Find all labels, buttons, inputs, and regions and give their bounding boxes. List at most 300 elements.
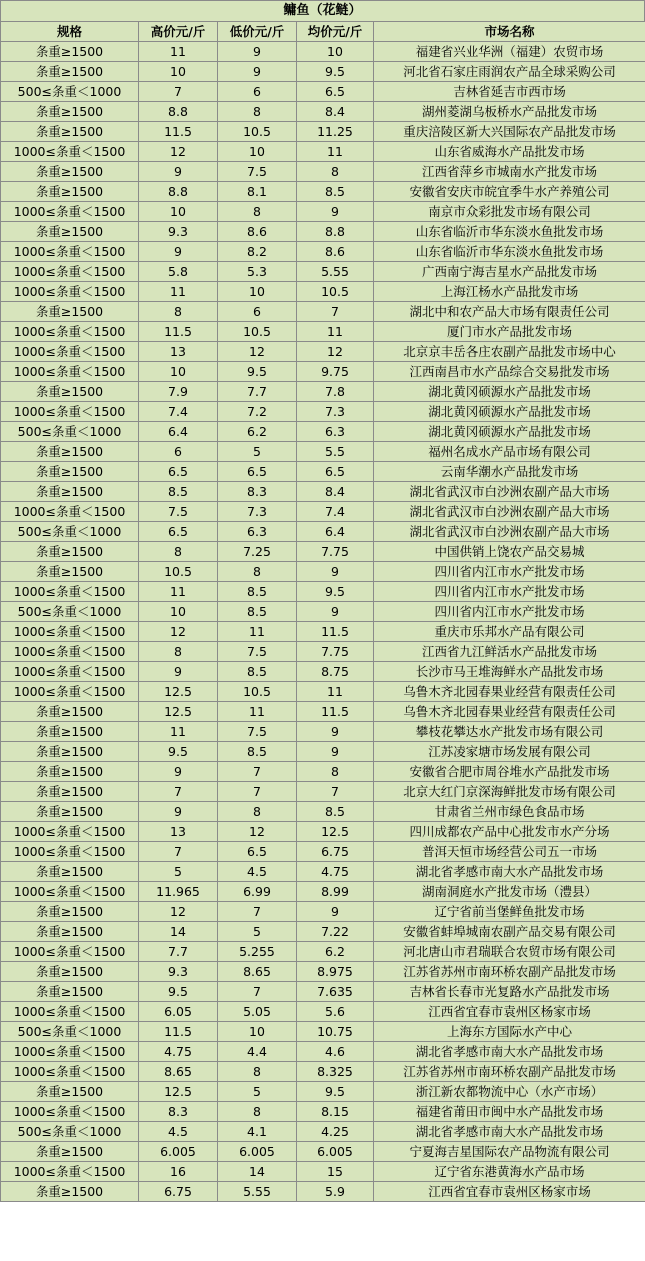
table-row [1, 402, 645, 422]
high-price-cell: 7.5 [139, 502, 218, 522]
table-row [1, 822, 645, 842]
spec-cell: 条重≥1500 [1, 42, 139, 62]
spec-cell: 500≤条重＜1000 [1, 602, 139, 622]
market-name-cell: 四川省内江市水产批发市场 [374, 602, 645, 622]
high-price-cell: 11.5 [139, 322, 218, 342]
high-price-cell: 6.005 [139, 1142, 218, 1162]
high-price-cell: 6.5 [139, 462, 218, 482]
spec-cell: 1000≤条重＜1500 [1, 1002, 139, 1022]
spec-cell: 500≤条重＜1000 [1, 1122, 139, 1142]
avg-price-cell: 6.3 [297, 422, 374, 442]
table-row [1, 382, 645, 402]
high-price-cell: 12.5 [139, 682, 218, 702]
low-price-cell: 8 [218, 802, 297, 822]
table-row [1, 142, 645, 162]
low-price-cell: 8.5 [218, 602, 297, 622]
table-row [1, 762, 645, 782]
avg-price-cell: 6.75 [297, 842, 374, 862]
low-price-cell: 6.005 [218, 1142, 297, 1162]
table-row [1, 602, 645, 622]
avg-price-cell: 9 [297, 562, 374, 582]
avg-price-cell: 7 [297, 302, 374, 322]
spec-cell: 500≤条重＜1000 [1, 522, 139, 542]
high-price-cell: 9 [139, 802, 218, 822]
market-name-cell: 山东省威海水产品批发市场 [374, 142, 645, 162]
high-price-cell: 9.5 [139, 982, 218, 1002]
spec-cell: 条重≥1500 [1, 382, 139, 402]
market-name-cell: 浙江新农都物流中心（水产市场） [374, 1082, 645, 1102]
low-price-cell: 8.65 [218, 962, 297, 982]
spec-cell: 1000≤条重＜1500 [1, 622, 139, 642]
low-price-cell: 10.5 [218, 322, 297, 342]
market-name-cell: 吉林省延吉市西市场 [374, 82, 645, 102]
avg-price-cell: 9 [297, 202, 374, 222]
high-price-cell: 9 [139, 762, 218, 782]
avg-price-cell: 7 [297, 782, 374, 802]
market-name-cell: 宁夏海吉星国际农产品物流有限公司 [374, 1142, 645, 1162]
high-price-cell: 8.8 [139, 182, 218, 202]
spec-cell: 1000≤条重＜1500 [1, 1102, 139, 1122]
table-row [1, 662, 645, 682]
table-row [1, 422, 645, 442]
table-row [1, 62, 645, 82]
table-row [1, 222, 645, 242]
low-price-cell: 7.2 [218, 402, 297, 422]
high-price-cell: 8 [139, 302, 218, 322]
low-price-cell: 10.5 [218, 682, 297, 702]
low-price-cell: 6.5 [218, 842, 297, 862]
spec-cell: 1000≤条重＜1500 [1, 142, 139, 162]
high-price-cell: 11 [139, 282, 218, 302]
avg-price-cell: 4.6 [297, 1042, 374, 1062]
spec-cell: 1000≤条重＜1500 [1, 402, 139, 422]
table-row [1, 162, 645, 182]
low-price-cell: 5.55 [218, 1182, 297, 1202]
high-price-cell: 12.5 [139, 1082, 218, 1102]
spec-cell: 500≤条重＜1000 [1, 82, 139, 102]
header-row [1, 22, 645, 42]
low-price-cell: 7 [218, 982, 297, 1002]
low-price-cell: 7.5 [218, 722, 297, 742]
market-name-cell: 湖北黄冈硕源水产品批发市场 [374, 422, 645, 442]
spec-cell: 条重≥1500 [1, 1082, 139, 1102]
low-price-cell: 10 [218, 282, 297, 302]
low-price-cell: 6 [218, 302, 297, 322]
table-row [1, 882, 645, 902]
market-name-cell: 湖北黄冈硕源水产品批发市场 [374, 382, 645, 402]
spec-cell: 条重≥1500 [1, 702, 139, 722]
spec-cell: 1000≤条重＜1500 [1, 342, 139, 362]
avg-price-cell: 8.75 [297, 662, 374, 682]
avg-price-cell: 8 [297, 162, 374, 182]
table-row [1, 1022, 645, 1042]
low-price-cell: 6 [218, 82, 297, 102]
spec-cell: 条重≥1500 [1, 962, 139, 982]
price-table [0, 21, 645, 1202]
market-name-cell: 江西省萍乡市城南水产批发市场 [374, 162, 645, 182]
high-price-cell: 11 [139, 722, 218, 742]
market-name-cell: 甘肃省兰州市绿色食品市场 [374, 802, 645, 822]
sheet-title: 鳙鱼（花鲢） [0, 0, 645, 21]
high-price-cell: 12 [139, 622, 218, 642]
avg-price-cell: 9.5 [297, 1082, 374, 1102]
market-name-cell: 湖北省孝感市南大水产品批发市场 [374, 862, 645, 882]
high-price-cell: 9 [139, 162, 218, 182]
avg-price-cell: 8.99 [297, 882, 374, 902]
spec-cell: 1000≤条重＜1500 [1, 842, 139, 862]
avg-price-cell: 9 [297, 722, 374, 742]
high-price-cell: 12 [139, 902, 218, 922]
spec-cell: 1000≤条重＜1500 [1, 582, 139, 602]
market-name-cell: 江西省宜春市袁州区杨家市场 [374, 1002, 645, 1022]
high-price-cell: 7.4 [139, 402, 218, 422]
high-price-cell: 13 [139, 342, 218, 362]
low-price-cell: 4.5 [218, 862, 297, 882]
market-name-cell: 攀枝花攀达水产批发市场有限公司 [374, 722, 645, 742]
market-name-cell: 江苏省苏州市南环桥农副产品批发市场 [374, 962, 645, 982]
high-price-cell: 8.5 [139, 482, 218, 502]
table-row [1, 922, 645, 942]
spec-cell: 条重≥1500 [1, 742, 139, 762]
avg-price-cell: 8.325 [297, 1062, 374, 1082]
table-row [1, 102, 645, 122]
high-price-cell: 7 [139, 842, 218, 862]
table-row [1, 862, 645, 882]
avg-price-cell: 8 [297, 762, 374, 782]
high-price-cell: 12 [139, 142, 218, 162]
high-price-cell: 4.75 [139, 1042, 218, 1062]
low-price-cell: 6.2 [218, 422, 297, 442]
table-row [1, 1082, 645, 1102]
table-row [1, 962, 645, 982]
low-price-cell: 5.3 [218, 262, 297, 282]
avg-price-cell: 8.4 [297, 482, 374, 502]
high-price-cell: 11.965 [139, 882, 218, 902]
avg-price-cell: 11.25 [297, 122, 374, 142]
avg-price-cell: 11 [297, 322, 374, 342]
market-name-cell: 湖州菱湖乌板桥水产品批发市场 [374, 102, 645, 122]
table-row [1, 1002, 645, 1022]
table-row [1, 1122, 645, 1142]
table-row [1, 622, 645, 642]
spec-cell: 条重≥1500 [1, 1142, 139, 1162]
spec-cell: 条重≥1500 [1, 102, 139, 122]
low-price-cell: 5.255 [218, 942, 297, 962]
high-price-cell: 7.7 [139, 942, 218, 962]
spec-cell: 条重≥1500 [1, 482, 139, 502]
table-row [1, 982, 645, 1002]
avg-price-cell: 6.5 [297, 82, 374, 102]
market-name-cell: 辽宁省前当堡鲜鱼批发市场 [374, 902, 645, 922]
spec-cell: 条重≥1500 [1, 722, 139, 742]
high-price-cell: 11 [139, 582, 218, 602]
spec-cell: 条重≥1500 [1, 182, 139, 202]
spec-cell: 1000≤条重＜1500 [1, 322, 139, 342]
avg-price-cell: 8.975 [297, 962, 374, 982]
low-price-cell: 8 [218, 102, 297, 122]
market-name-cell: 四川省内江市水产批发市场 [374, 582, 645, 602]
high-price-cell: 6.75 [139, 1182, 218, 1202]
low-price-cell: 4.1 [218, 1122, 297, 1142]
market-name-cell: 湖北省孝感市南大水产品批发市场 [374, 1042, 645, 1062]
market-name-cell: 湖北省武汉市白沙洲农副产品大市场 [374, 502, 645, 522]
table-row [1, 502, 645, 522]
avg-price-cell: 8.5 [297, 802, 374, 822]
low-price-cell: 5 [218, 1082, 297, 1102]
spec-cell: 条重≥1500 [1, 762, 139, 782]
market-name-cell: 厦门市水产品批发市场 [374, 322, 645, 342]
market-name-cell: 福州名成水产品市场有限公司 [374, 442, 645, 462]
low-price-cell: 7.7 [218, 382, 297, 402]
avg-price-cell: 9.5 [297, 582, 374, 602]
low-price-cell: 7 [218, 762, 297, 782]
avg-price-cell: 4.25 [297, 1122, 374, 1142]
market-name-cell: 北京大红门京深海鲜批发市场有限公司 [374, 782, 645, 802]
low-price-cell: 7.3 [218, 502, 297, 522]
market-name-cell: 湖北中和农产品大市场有限责任公司 [374, 302, 645, 322]
market-name-cell: 安徽省蚌埠城南农副产品交易有限公司 [374, 922, 645, 942]
avg-price-cell: 8.5 [297, 182, 374, 202]
market-name-cell: 山东省临沂市华东淡水鱼批发市场 [374, 242, 645, 262]
avg-price-cell: 9.75 [297, 362, 374, 382]
spec-cell: 1000≤条重＜1500 [1, 502, 139, 522]
avg-price-cell: 6.2 [297, 942, 374, 962]
market-name-cell: 四川省内江市水产批发市场 [374, 562, 645, 582]
header-avg-price: 均价元/斤 [297, 22, 374, 42]
market-name-cell: 乌鲁木齐北园春果业经营有限责任公司 [374, 702, 645, 722]
avg-price-cell: 7.75 [297, 642, 374, 662]
high-price-cell: 11 [139, 42, 218, 62]
table-row [1, 1182, 645, 1202]
low-price-cell: 14 [218, 1162, 297, 1182]
high-price-cell: 6.05 [139, 1002, 218, 1022]
high-price-cell: 11.5 [139, 1022, 218, 1042]
high-price-cell: 5 [139, 862, 218, 882]
table-row [1, 1042, 645, 1062]
market-name-cell: 上海东方国际水产中心 [374, 1022, 645, 1042]
table-row [1, 462, 645, 482]
avg-price-cell: 11 [297, 142, 374, 162]
low-price-cell: 8 [218, 1062, 297, 1082]
spec-cell: 条重≥1500 [1, 442, 139, 462]
low-price-cell: 7 [218, 902, 297, 922]
avg-price-cell: 5.55 [297, 262, 374, 282]
table-row [1, 1142, 645, 1162]
avg-price-cell: 5.5 [297, 442, 374, 462]
avg-price-cell: 5.9 [297, 1182, 374, 1202]
low-price-cell: 10 [218, 142, 297, 162]
header-high-price: 高价元/斤 [139, 22, 218, 42]
spec-cell: 条重≥1500 [1, 542, 139, 562]
high-price-cell: 10.5 [139, 562, 218, 582]
spec-cell: 1000≤条重＜1500 [1, 242, 139, 262]
table-row [1, 1162, 645, 1182]
market-name-cell: 江西南昌市水产品综合交易批发市场 [374, 362, 645, 382]
market-name-cell: 辽宁省东港黄海水产品市场 [374, 1162, 645, 1182]
market-name-cell: 普洱天恒市场经营公司五一市场 [374, 842, 645, 862]
spec-cell: 1000≤条重＜1500 [1, 642, 139, 662]
spec-cell: 条重≥1500 [1, 62, 139, 82]
avg-price-cell: 9 [297, 742, 374, 762]
high-price-cell: 11.5 [139, 122, 218, 142]
spec-cell: 条重≥1500 [1, 122, 139, 142]
low-price-cell: 8.1 [218, 182, 297, 202]
table-row [1, 1102, 645, 1122]
high-price-cell: 6.4 [139, 422, 218, 442]
table-row [1, 842, 645, 862]
table-row [1, 342, 645, 362]
spec-cell: 条重≥1500 [1, 862, 139, 882]
avg-price-cell: 9 [297, 902, 374, 922]
low-price-cell: 7 [218, 782, 297, 802]
low-price-cell: 9 [218, 42, 297, 62]
high-price-cell: 13 [139, 822, 218, 842]
low-price-cell: 6.5 [218, 462, 297, 482]
avg-price-cell: 11.5 [297, 702, 374, 722]
high-price-cell: 9.5 [139, 742, 218, 762]
table-row [1, 782, 645, 802]
market-name-cell: 湖北省孝感市南大水产品批发市场 [374, 1122, 645, 1142]
low-price-cell: 9.5 [218, 362, 297, 382]
low-price-cell: 5 [218, 922, 297, 942]
table-row [1, 482, 645, 502]
table-row [1, 262, 645, 282]
avg-price-cell: 8.6 [297, 242, 374, 262]
market-name-cell: 吉林省长春市光复路水产品批发市场 [374, 982, 645, 1002]
high-price-cell: 14 [139, 922, 218, 942]
high-price-cell: 12.5 [139, 702, 218, 722]
market-name-cell: 四川成都农产品中心批发市水产分场 [374, 822, 645, 842]
table-row [1, 42, 645, 62]
market-name-cell: 江西省宜春市袁州区杨家市场 [374, 1182, 645, 1202]
avg-price-cell: 10.75 [297, 1022, 374, 1042]
high-price-cell: 8 [139, 542, 218, 562]
spec-cell: 条重≥1500 [1, 222, 139, 242]
spec-cell: 条重≥1500 [1, 902, 139, 922]
low-price-cell: 8 [218, 562, 297, 582]
market-name-cell: 江苏省苏州市南环桥农副产品批发市场 [374, 1062, 645, 1082]
table-row [1, 522, 645, 542]
low-price-cell: 7.25 [218, 542, 297, 562]
avg-price-cell: 12 [297, 342, 374, 362]
low-price-cell: 6.99 [218, 882, 297, 902]
table-row [1, 362, 645, 382]
table-row [1, 1062, 645, 1082]
spec-cell: 500≤条重＜1000 [1, 1022, 139, 1042]
table-row [1, 182, 645, 202]
avg-price-cell: 10.5 [297, 282, 374, 302]
avg-price-cell: 11 [297, 682, 374, 702]
spec-cell: 条重≥1500 [1, 922, 139, 942]
avg-price-cell: 7.8 [297, 382, 374, 402]
spec-cell: 条重≥1500 [1, 1182, 139, 1202]
table-row [1, 302, 645, 322]
high-price-cell: 10 [139, 62, 218, 82]
spec-cell: 1000≤条重＜1500 [1, 942, 139, 962]
avg-price-cell: 6.005 [297, 1142, 374, 1162]
low-price-cell: 4.4 [218, 1042, 297, 1062]
high-price-cell: 9 [139, 242, 218, 262]
spec-cell: 条重≥1500 [1, 782, 139, 802]
table-row [1, 582, 645, 602]
avg-price-cell: 6.4 [297, 522, 374, 542]
avg-price-cell: 6.5 [297, 462, 374, 482]
table-row [1, 562, 645, 582]
avg-price-cell: 5.6 [297, 1002, 374, 1022]
avg-price-cell: 15 [297, 1162, 374, 1182]
table-row [1, 682, 645, 702]
market-name-cell: 山东省临沂市华东淡水鱼批发市场 [374, 222, 645, 242]
table-row [1, 122, 645, 142]
market-name-cell: 北京京丰岳各庄农副产品批发市场中心 [374, 342, 645, 362]
market-name-cell: 长沙市马王堆海鲜水产品批发市场 [374, 662, 645, 682]
high-price-cell: 8 [139, 642, 218, 662]
low-price-cell: 7.5 [218, 642, 297, 662]
low-price-cell: 11 [218, 622, 297, 642]
table-row [1, 322, 645, 342]
market-name-cell: 湖北黄冈硕源水产品批发市场 [374, 402, 645, 422]
spec-cell: 1000≤条重＜1500 [1, 262, 139, 282]
table-row [1, 282, 645, 302]
avg-price-cell: 10 [297, 42, 374, 62]
high-price-cell: 6 [139, 442, 218, 462]
table-row [1, 202, 645, 222]
low-price-cell: 10.5 [218, 122, 297, 142]
spec-cell: 1000≤条重＜1500 [1, 882, 139, 902]
spec-cell: 条重≥1500 [1, 162, 139, 182]
market-name-cell: 湖北省武汉市白沙洲农副产品大市场 [374, 482, 645, 502]
avg-price-cell: 12.5 [297, 822, 374, 842]
high-price-cell: 8.3 [139, 1102, 218, 1122]
avg-price-cell: 7.4 [297, 502, 374, 522]
spec-cell: 1000≤条重＜1500 [1, 1162, 139, 1182]
market-name-cell: 湖北省武汉市白沙洲农副产品大市场 [374, 522, 645, 542]
avg-price-cell: 4.75 [297, 862, 374, 882]
table-row [1, 542, 645, 562]
spec-cell: 条重≥1500 [1, 562, 139, 582]
avg-price-cell: 7.635 [297, 982, 374, 1002]
avg-price-cell: 7.22 [297, 922, 374, 942]
low-price-cell: 12 [218, 822, 297, 842]
low-price-cell: 5.05 [218, 1002, 297, 1022]
header-low-price: 低价元/斤 [218, 22, 297, 42]
spec-cell: 条重≥1500 [1, 462, 139, 482]
table-row [1, 242, 645, 262]
spec-cell: 1000≤条重＜1500 [1, 822, 139, 842]
avg-price-cell: 11.5 [297, 622, 374, 642]
market-name-cell: 安徽省合肥市周谷堆水产品批发市场 [374, 762, 645, 782]
spec-cell: 条重≥1500 [1, 802, 139, 822]
spec-cell: 1000≤条重＜1500 [1, 362, 139, 382]
low-price-cell: 5 [218, 442, 297, 462]
table-body [1, 42, 645, 1202]
spec-cell: 1000≤条重＜1500 [1, 1062, 139, 1082]
high-price-cell: 7 [139, 82, 218, 102]
table-row [1, 902, 645, 922]
table-row [1, 642, 645, 662]
market-name-cell: 江西省九江鲜活水产品批发市场 [374, 642, 645, 662]
market-name-cell: 福建省兴业华洲（福建）农贸市场 [374, 42, 645, 62]
low-price-cell: 12 [218, 342, 297, 362]
high-price-cell: 10 [139, 602, 218, 622]
low-price-cell: 8.6 [218, 222, 297, 242]
high-price-cell: 8.8 [139, 102, 218, 122]
market-name-cell: 上海江杨水产品批发市场 [374, 282, 645, 302]
table-row [1, 702, 645, 722]
low-price-cell: 10 [218, 1022, 297, 1042]
market-name-cell: 湖南洞庭水产批发市场（澧县） [374, 882, 645, 902]
spec-cell: 500≤条重＜1000 [1, 422, 139, 442]
